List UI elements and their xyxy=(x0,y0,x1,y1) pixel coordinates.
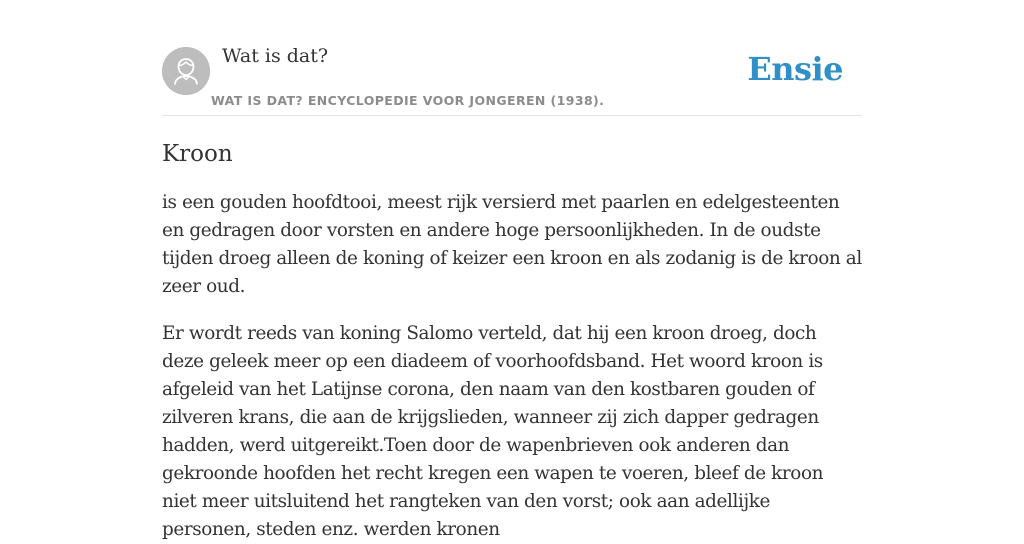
source-title-link[interactable]: Wat is dat? xyxy=(222,45,329,67)
entry-title: Kroon xyxy=(162,141,233,167)
article-paragraph-2: Er wordt reeds van koning Salomo verteld, dat hij een kroon droeg, doch deze geleek meer op een diadeem of voorhoofdsband. Het woord kroon is afgeleid van het Latijnse corona, den naam van den kostbaren gouden of zilveren krans, die aan de krijgslieden, wanneer zij zich dapper gedragen hadden, werd uitgereikt.Toen door de wapenbrieven ook anderen dan gekroonde hoofden het recht kregen een wapen te voeren, bleef de kroon niet meer uitsluitend het rangteken van den vorst; ook aan adellijke personen, steden enz. werden kronen xyxy=(162,323,824,540)
source-header xyxy=(162,0,862,116)
article xyxy=(162,138,862,544)
article-paragraph-1: is een gouden hoofdtooi, meest rijk versierd met paarlen en edelgesteenten en gedragen door vorsten en andere hoge persoonlijkheden. In de oudste tijden droeg alleen de koning of keizer een kroon en als zodanig is de kroon al zeer oud. xyxy=(162,192,862,297)
ensie-logo[interactable]: Ensie xyxy=(747,50,843,88)
source-subtitle-link[interactable]: WAT IS DAT? ENCYCLOPEDIE VOOR JONGEREN (1938). xyxy=(211,93,605,108)
user-avatar-icon[interactable] xyxy=(162,47,210,95)
